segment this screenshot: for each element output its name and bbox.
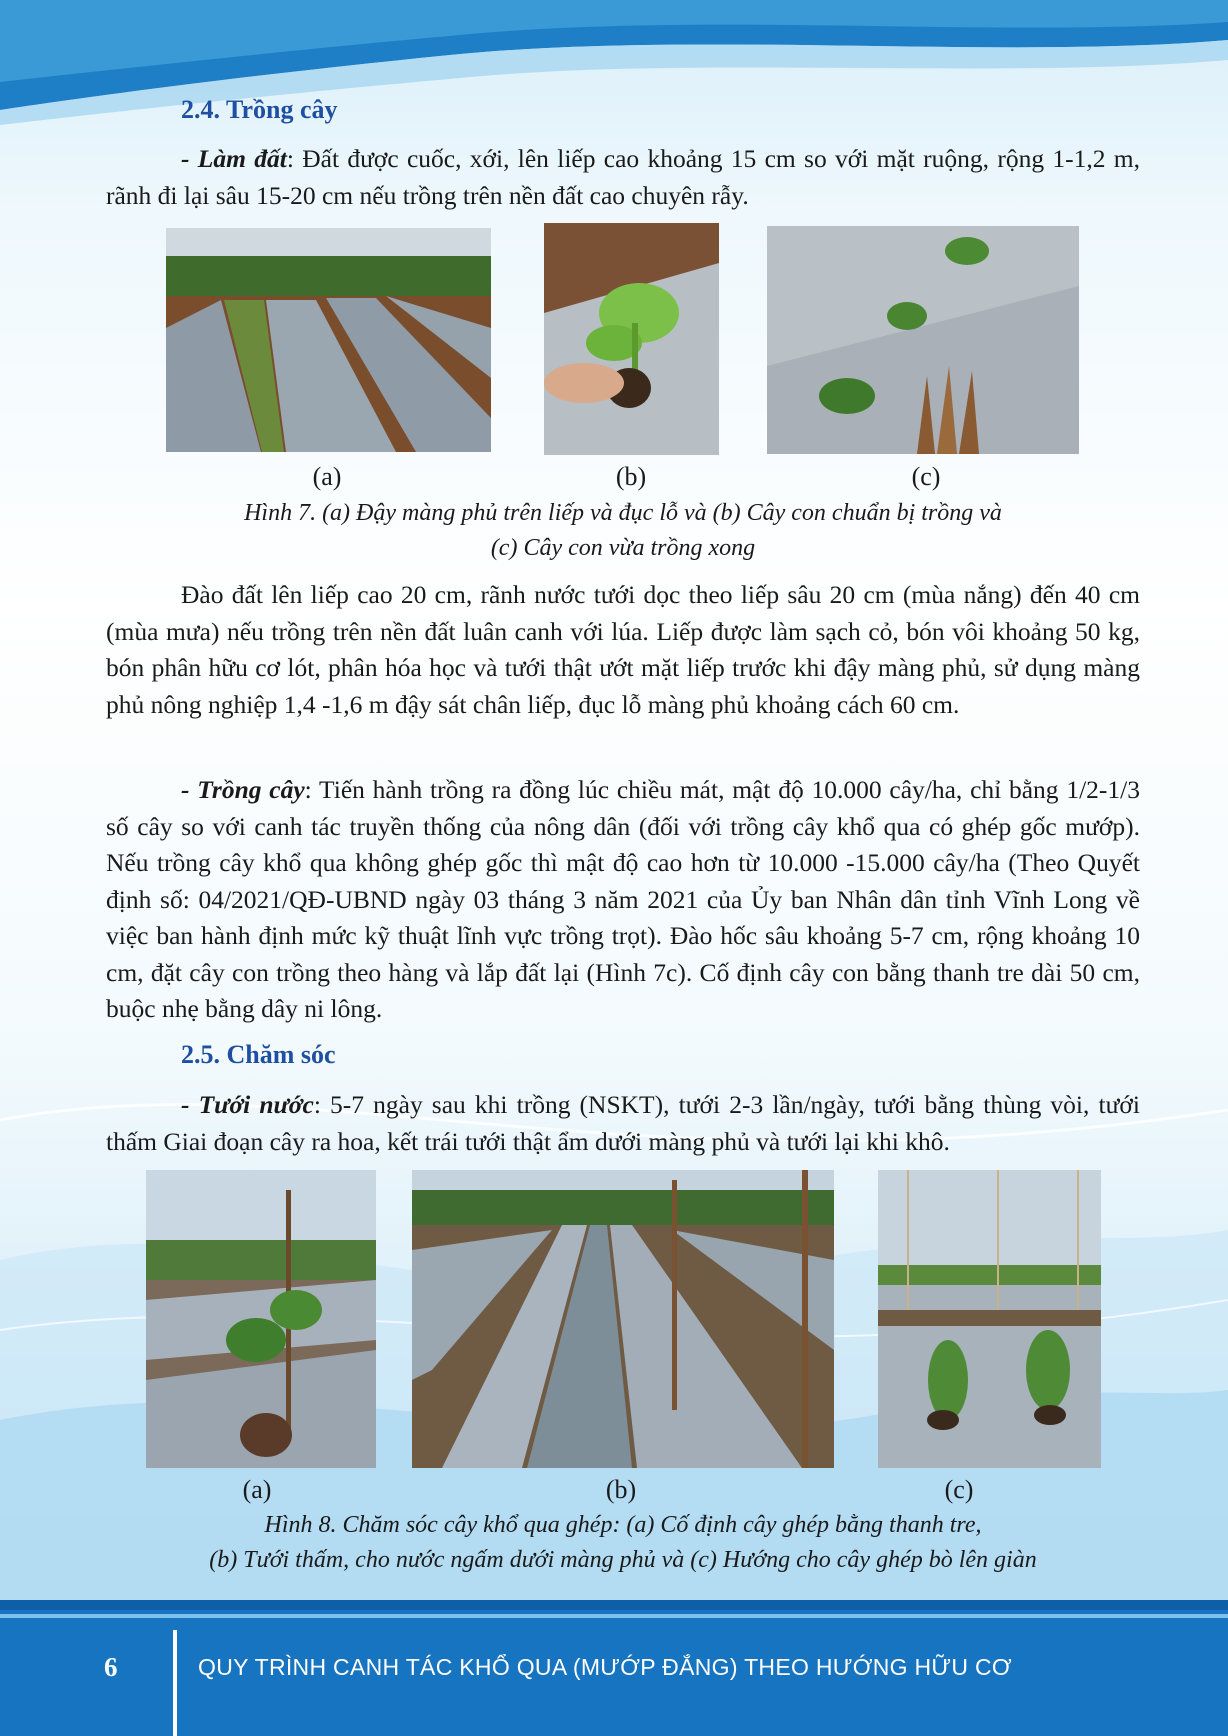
footer-title: QUY TRÌNH CANH TÁC KHỔ QUA (MƯỚP ĐẮNG) THEO HƯỚNG HỮU CƠ (198, 1654, 1012, 1680)
figure7-label-a: (a) (312, 462, 342, 491)
figure8-caption-line1: Hình 8. Chăm sóc cây khổ qua ghép: (a) Cố định cây ghép bằng thanh tre, (264, 1512, 982, 1538)
paragraph-text: : 5-7 ngày sau khi trồng (NSKT), tưới 2-3 lần/ngày, tưới bằng thùng vòi, tưới thấm Giai đoạn cây ra hoa, kết trái tưới thật ẩm dưới màng phủ và tưới lại khi khô. (106, 1090, 1140, 1156)
page-footer (0, 1600, 1228, 1736)
paragraph-lam-dat (106, 141, 1140, 214)
section-heading-2-4: 2.4. Trồng cây (181, 95, 338, 124)
paragraph-label: - Tưới nước (181, 1090, 314, 1119)
figure8-label-b: (b) (605, 1475, 637, 1504)
figure7-photo-b (544, 223, 719, 455)
footer-separator (173, 1630, 177, 1736)
figure8-label-c: (c) (944, 1475, 974, 1504)
paragraph-text: : Đất được cuốc, xới, lên liếp cao khoảng 15 cm so với mặt ruộng, rộng 1-1,2 m, rãnh đi lại sâu 15-20 cm nếu trồng trên nền đất cao chuyên rẫy. (106, 144, 1140, 210)
paragraph-dao-dat: Đào đất lên liếp cao 20 cm, rãnh nước tưới dọc theo liếp sâu 20 cm (mùa nắng) đến 40 cm (mùa mưa) nếu trồng trên nền đất luân canh với lúa. Liếp được làm sạch cỏ, bón vôi khoảng 50 kg, bón phân hữu cơ lót, phân hóa học và tưới thật ướt mặt liếp trước khi đậy màng phủ, sử dụng màng phủ nông nghiệp 1,4 -1,6 m đậy sát chân liếp, đục lỗ màng phủ khoảng cách 60 cm. (106, 580, 1140, 719)
section-heading-2-5: 2.5. Chăm sóc (181, 1040, 336, 1069)
page-number: 6 (104, 1652, 118, 1682)
figure7-caption-line2: (c) Cây con vừa trồng xong (490, 535, 756, 561)
figure8-photo-c (878, 1170, 1101, 1468)
paragraph-trong-cay (106, 772, 1140, 1028)
figure8-label-a: (a) (242, 1475, 272, 1504)
figure7-photo-a (166, 228, 491, 452)
footer-divider (0, 1600, 1228, 1610)
figure7-caption (106, 496, 1140, 566)
paragraph-text: : Tiến hành trồng ra đồng lúc chiều mát, mật độ 10.000 cây/ha, chỉ bằng 1/2-1/3 số cây so với canh tác truyền thống của nông dân (đối với trồng cây khổ qua có ghép gốc mướp). Nếu trồng cây khổ qua không ghép gốc thì mật độ cao hơn từ 10.000 -15.000 cây/ha (Theo Quyết định số: 04/2021/QĐ-UBND ngày 03 tháng 3 năm 2021 của Ủy ban Nhân dân tỉnh Vĩnh Long về việc ban hành định mức kỹ thuật lĩnh vực trồng trọt). Đào hốc sâu khoảng 5-7 cm, rộng khoảng 10 cm, đặt cây con trồng theo hàng và lắp đất lại (Hình 7c). Cố định cây con bằng thanh tre dài 50 cm, buộc nhẹ bằng dây ni lông. (106, 775, 1140, 1023)
footer-divider-light (0, 1614, 1228, 1618)
figure7-label-c: (c) (911, 462, 941, 491)
figure7-caption-line1: Hình 7. (a) Đậy màng phủ trên liếp và đục lỗ và (b) Cây con chuẩn bị trồng và (244, 500, 1002, 526)
figure7-photo-c (767, 226, 1079, 454)
paragraph-label: - Trồng cây (181, 775, 305, 804)
figure8-photo-a (146, 1170, 376, 1468)
figure7-label-b: (b) (615, 462, 647, 491)
figure8-caption-line2: (b) Tưới thấm, cho nước ngấm dưới màng phủ và (c) Hướng cho cây ghép bò lên giàn (209, 1547, 1037, 1573)
figure8-photo-b (412, 1170, 834, 1468)
paragraph-tuoi-nuoc (106, 1087, 1140, 1160)
figure8-caption (96, 1508, 1150, 1578)
paragraph-label: - Làm đất (181, 144, 287, 173)
